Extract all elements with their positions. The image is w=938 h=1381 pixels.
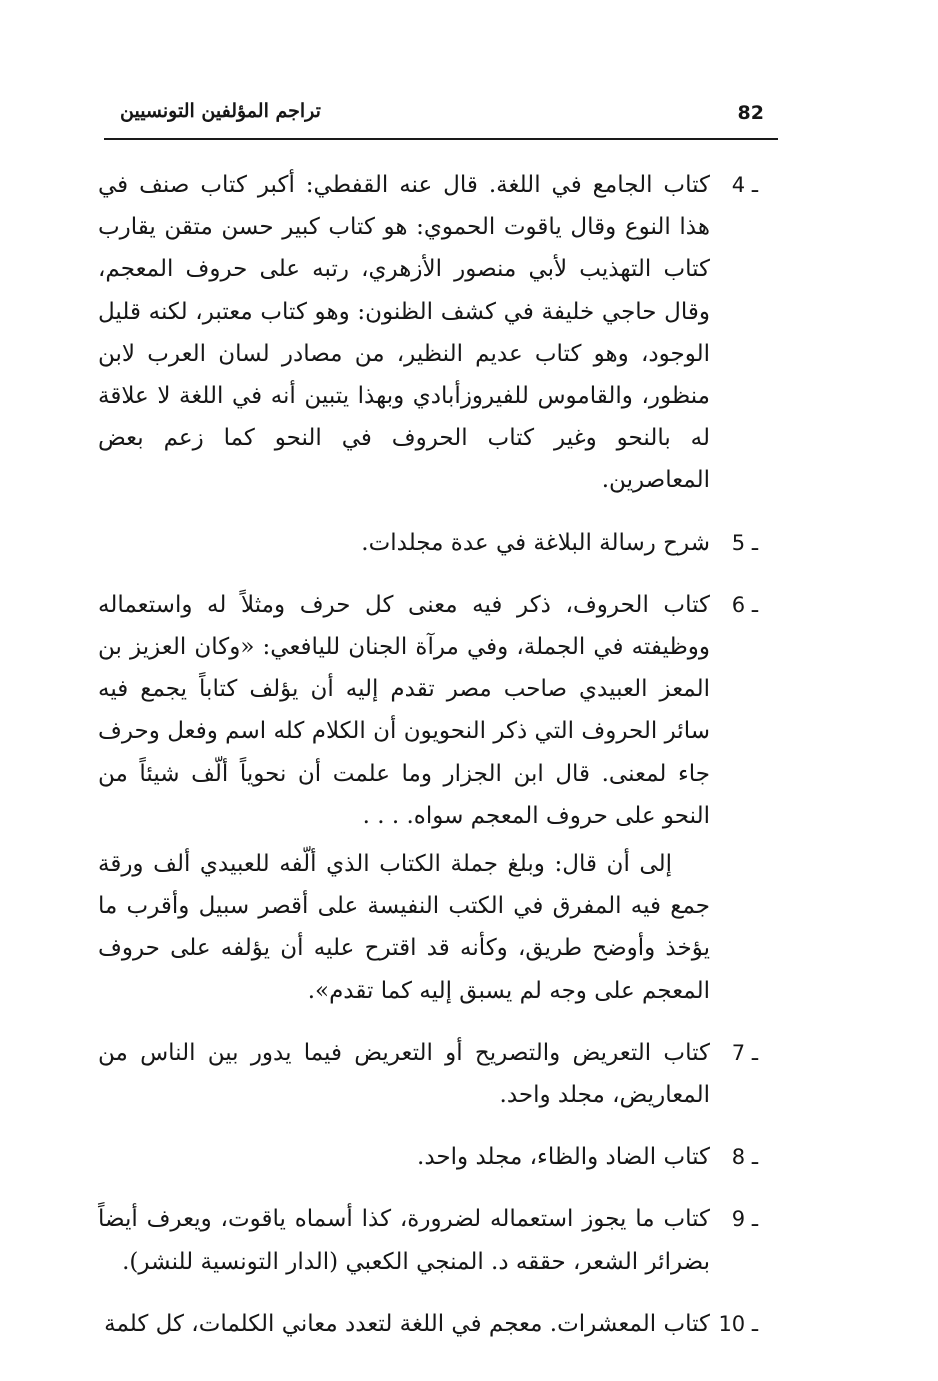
item-number: 8 ـ [731, 1145, 758, 1170]
page-body [98, 164, 758, 1345]
list-item-9 [98, 1198, 758, 1282]
item-number: 7 ـ [731, 1040, 758, 1065]
item-text: كتاب ما يجوز استعماله لضرورة، كذا أسماه ياقوت، ويعرف أيضاً بضرائر الشعر، حققه د. المنجي الكعبي (الدار التونسية للنشر). [98, 1206, 710, 1275]
item-number: 6 ـ [731, 592, 758, 617]
list-item-4 [98, 164, 758, 502]
item-number: 5 ـ [731, 530, 758, 555]
item-text: كتاب الضاد والظاء، مجلد واحد. [417, 1144, 710, 1171]
page-number: 82 [737, 102, 764, 124]
list-item-8 [98, 1136, 758, 1178]
item-text: كتاب المعشرات. معجم في اللغة لتعدد معاني الكلمات، كل كلمة [104, 1310, 710, 1337]
page-header [104, 98, 778, 140]
running-title: تراجم المؤلفين التونسيين [120, 100, 321, 122]
item-continuation-text: إلى أن قال: وبلغ جملة الكتاب الذي ألّفه للعبيدي ألف ورقة جمع فيه المفرق في الكتب النفيسة على أقصر سبيل وأقرب ما يؤخذ وأوضح طريق، وكأنه قد اقترح عليه أن يؤلفه على حروف المعجم على وجه لم يسبق إليه كما تقدم». [98, 851, 710, 1004]
item-number: 4 ـ [731, 173, 758, 197]
item-number: 10 ـ [718, 1311, 758, 1336]
item-text: كتاب التعريض والتصريح أو التعريض فيما يدور بين الناس من المعاريض، مجلد واحد. [98, 1039, 710, 1109]
item-text: كتاب الحروف، ذكر فيه معنى كل حرف ومثلاً له واستعماله ووظيفته في الجملة، وفي مرآة الجنان لليافعي: «وكان العزيز بن المعز العبيدي صاحب مصر تقدم إليه أن يؤلف كتاباً يجمع فيه سائر الحروف التي ذكر النحويون أن الكلام كله اسم وفعل وحرف جاء لمعنى. قال ابن الجزار وما علمت أن نحوياً ألّف شيئاً من النحو على حروف المعجم سواه. . . . [98, 591, 710, 829]
list-item-7 [98, 1032, 758, 1116]
list-item-10 [98, 1303, 758, 1345]
item-text: شرح رسالة البلاغة في عدة مجلدات. [361, 529, 710, 556]
item-number: 9 ـ [731, 1207, 758, 1232]
item-text: كتاب الجامع في اللغة. قال عنه القفطي: أكبر كتاب صنف في هذا النوع وقال ياقوت الحموي: هو كتاب كبير حسن متقن يقارب كتاب التهذيب لأبي منصور الأزهري، رتبه على حروف المعجم، وقال حاجي خليفة في كشف الظنون: وهو كتاب معتبر، لكنه قليل الوجود، وهو كتاب عديم النظير، من مصادر لسان العرب لابن منظور، والقاموس للفيروزأبادي وبهذا يتبين أنه في اللغة لا علاقة له بالنحو وغير كتاب الحروف في النحو كما زعم بعض المعاصرين. [98, 172, 710, 494]
list-item-6 [98, 584, 758, 1012]
list-item-5 [98, 522, 758, 564]
